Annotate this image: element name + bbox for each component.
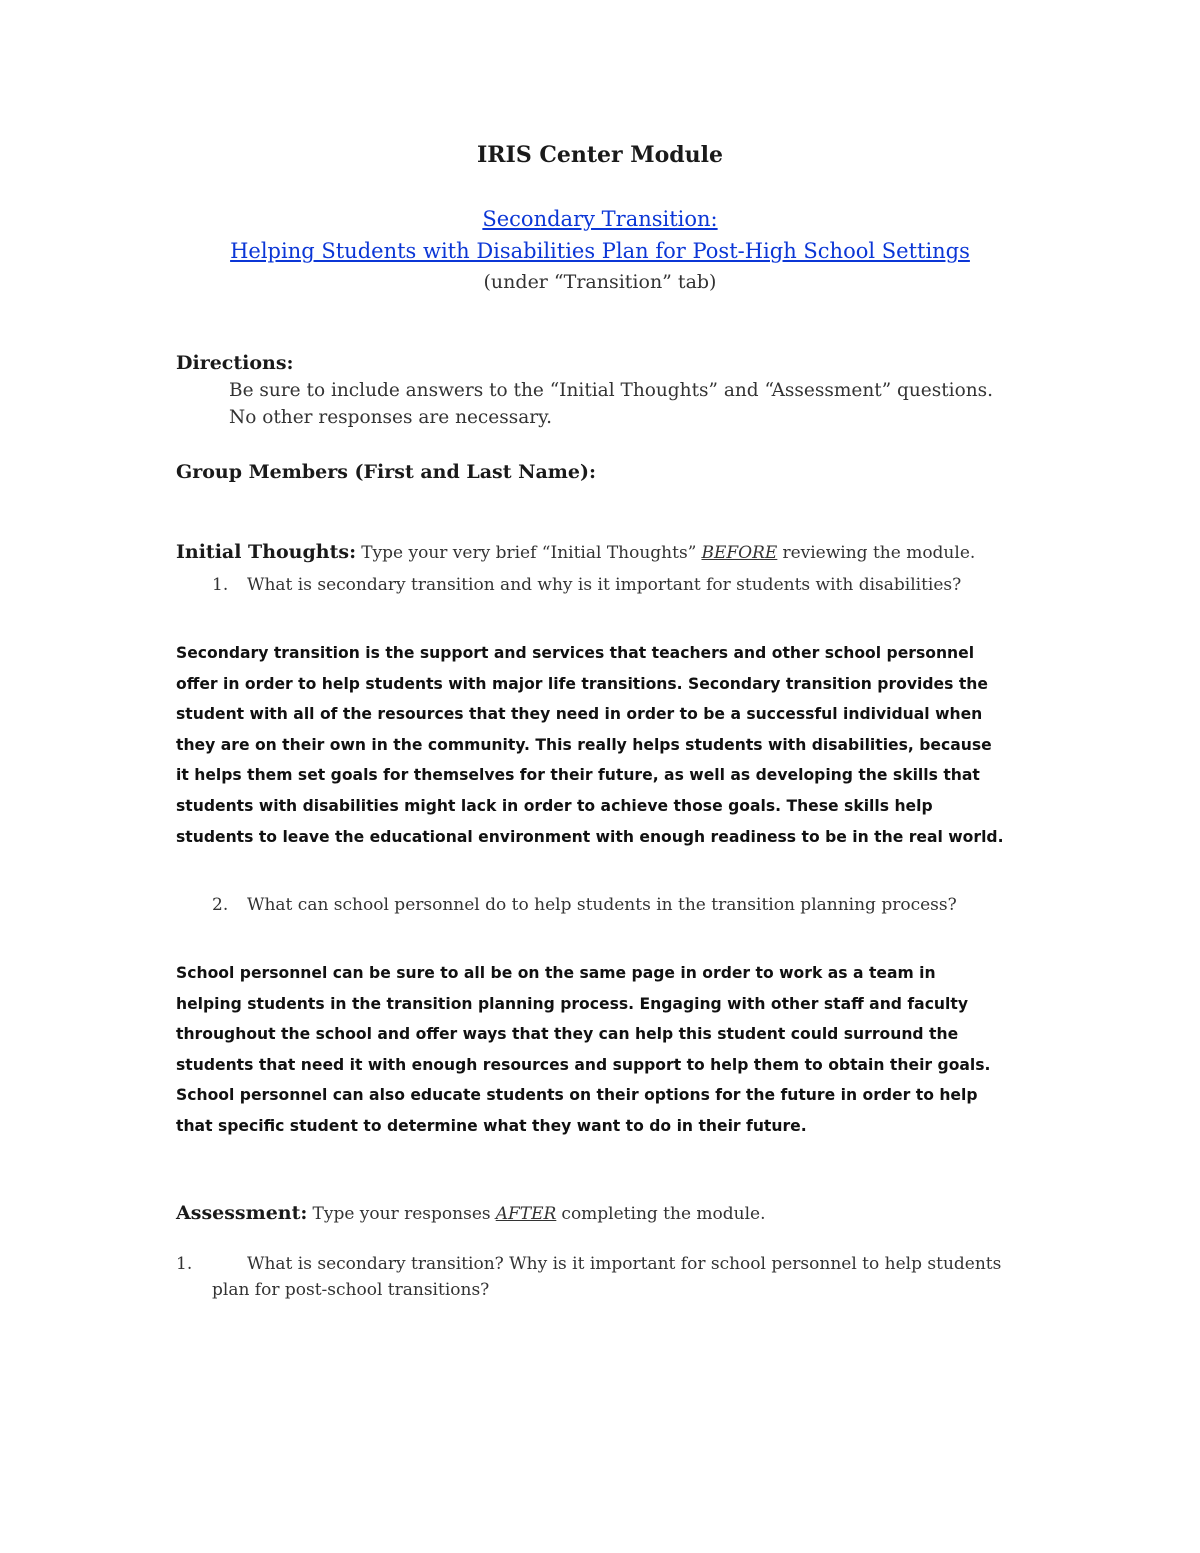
answer-2-line: that specific student to determine what they want to do in their future.	[176, 1116, 807, 1135]
directions-line-1: Be sure to include answers to the “Initial Thoughts” and “Assessment” questions.	[229, 380, 994, 401]
initial-thoughts-instruction-emphasis: BEFORE	[701, 543, 778, 563]
answer-1-line: student with all of the resources that they need in order to be a successful individual when	[176, 705, 983, 724]
answer-2-line: School personnel can be sure to all be on the same page in order to work as a team in	[176, 964, 936, 982]
answer-1	[176, 638, 1056, 852]
group-members-heading: Group Members (First and Last Name):	[176, 461, 596, 483]
module-location-note: (under “Transition” tab)	[483, 271, 717, 293]
module-link-line-2[interactable]	[0, 239, 1200, 263]
module-link-line-1[interactable]	[0, 207, 1200, 231]
assessment-question-1-text-line-2: plan for post-school transitions?	[212, 1280, 490, 1300]
initial-thoughts-instruction-after: reviewing the module.	[782, 543, 976, 563]
question-1-number: 1.	[212, 575, 229, 595]
initial-thoughts-line	[176, 541, 975, 563]
answer-1-line: students to leave the educational environment with enough readiness to be in the real world.	[176, 827, 1004, 846]
answer-2-line: throughout the school and offer ways that they can help this student could surround the	[176, 1025, 959, 1044]
assessment-heading: Assessment:	[176, 1202, 308, 1224]
assessment-instruction-after: completing the module.	[561, 1204, 766, 1224]
initial-thoughts-instruction-before: Type your very brief “Initial Thoughts”	[361, 543, 697, 563]
assessment-line	[176, 1202, 766, 1224]
answer-1-line: offer in order to help students with major life transitions. Secondary transition provides the	[176, 674, 988, 693]
question-2-number: 2.	[212, 895, 229, 915]
module-link-text-2[interactable]: Helping Students with Disabilities Plan for Post-High School Settings	[230, 239, 970, 263]
document-title: IRIS Center Module	[476, 142, 724, 168]
question-2-text: What can school personnel do to help students in the transition planning process?	[247, 895, 957, 915]
answer-1-line: Secondary transition is the support and services that teachers and other school personnel	[176, 644, 975, 662]
answer-1-line: it helps them set goals for themselves for their future, as well as developing the skills that	[176, 766, 980, 785]
answer-2-line: students that need it with enough resources and support to help them to obtain their goals.	[176, 1055, 991, 1074]
answer-2	[176, 958, 1056, 1142]
directions-heading: Directions:	[176, 352, 294, 374]
answer-1-line: they are on their own in the community. This really helps students with disabilities, because	[176, 735, 992, 754]
assessment-instruction-emphasis: AFTER	[495, 1204, 557, 1224]
module-link-text-1[interactable]: Secondary Transition:	[482, 207, 718, 231]
answer-1-line: students with disabilities might lack in order to achieve those goals. These skills help	[176, 796, 933, 815]
assessment-question-1-text-line-1: What is secondary transition? Why is it important for school personnel to help students	[247, 1254, 1002, 1274]
initial-thoughts-heading: Initial Thoughts:	[176, 541, 357, 563]
assessment-question-1-number: 1.	[176, 1254, 193, 1274]
assessment-instruction-before: Type your responses	[312, 1204, 491, 1224]
answer-2-line: School personnel can also educate students on their options for the future in order to help	[176, 1086, 978, 1105]
question-1-text: What is secondary transition and why is it important for students with disabilities?	[247, 575, 962, 595]
answer-2-line: helping students in the transition planning process. Engaging with other staff and faculty	[176, 994, 968, 1013]
directions-line-2: No other responses are necessary.	[229, 407, 552, 428]
